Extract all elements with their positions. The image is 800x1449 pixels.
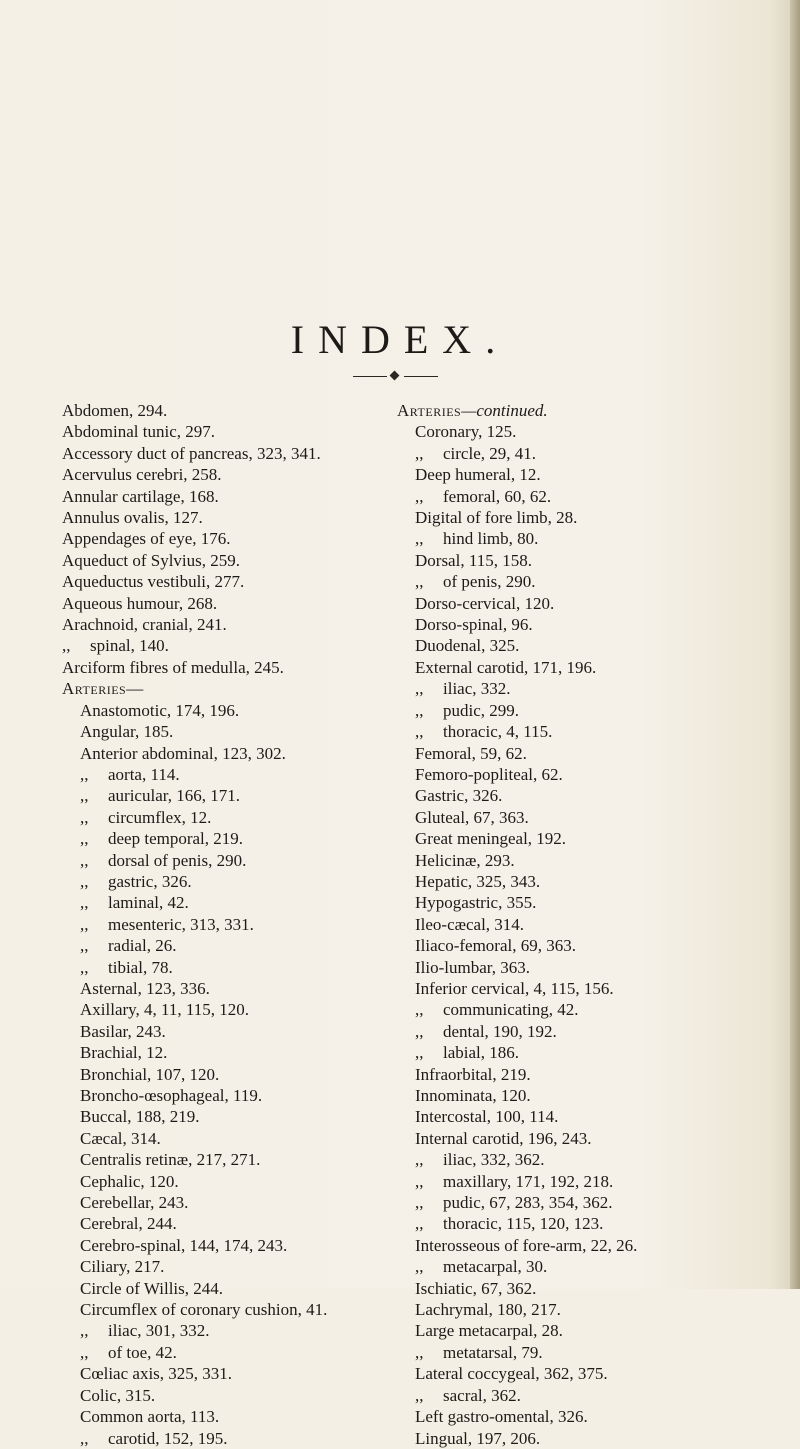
- ditto-mark: ,,: [415, 529, 424, 549]
- index-entry-text: tibial, 78.: [108, 957, 173, 977]
- ditto-mark: ,,: [415, 679, 424, 699]
- index-entry-text: Coronary, 125.: [415, 422, 517, 442]
- index-entry-text: metatarsal, 79.: [443, 1342, 543, 1362]
- index-entry: [397, 1213, 757, 1234]
- index-entry-text: Brachial, 12.: [80, 1043, 168, 1063]
- ditto-mark: ,,: [80, 871, 89, 891]
- index-entry: [397, 1299, 757, 1320]
- index-entry-text: Lateral coccygeal, 362, 375.: [415, 1364, 608, 1384]
- index-entry: [397, 1042, 757, 1063]
- index-entry: [62, 764, 422, 785]
- index-entry-text: Deep humeral, 12.: [415, 465, 541, 485]
- index-entry: [397, 935, 757, 956]
- index-entry-text: labial, 186.: [443, 1043, 520, 1063]
- index-entry: [62, 1171, 422, 1192]
- index-entry: [62, 828, 422, 849]
- index-entry-text: radial, 26.: [108, 936, 177, 956]
- index-entry: [62, 1320, 422, 1341]
- index-entry-text: Arachnoid, cranial, 241.: [62, 615, 227, 635]
- index-entry: [397, 528, 757, 549]
- ditto-mark: ,,: [415, 1150, 424, 1170]
- index-entry: [397, 807, 757, 828]
- index-entry-text: Ilio-lumbar, 363.: [415, 957, 530, 977]
- index-entry: [62, 400, 422, 421]
- ditto-mark: ,,: [62, 636, 71, 656]
- index-entry-text: Colic, 315.: [80, 1385, 156, 1405]
- ditto-mark: ,,: [80, 850, 89, 870]
- index-entry-text: Cephalic, 120.: [80, 1171, 179, 1191]
- index-entry-text: Infraorbital, 219.: [415, 1064, 531, 1084]
- index-entry-text: Ileo-cæcal, 314.: [415, 914, 525, 934]
- index-entry: [397, 400, 757, 421]
- index-entry: [62, 1406, 422, 1427]
- index-entry-text: Duodenal, 325.: [415, 636, 520, 656]
- index-entry-text: Basilar, 243.: [80, 1021, 166, 1041]
- index-entry-text: hind limb, 80.: [443, 529, 539, 549]
- index-entry: [397, 1128, 757, 1149]
- index-entry-text: Left gastro-omental, 326.: [415, 1407, 588, 1427]
- index-entry: [62, 1342, 422, 1363]
- index-entry: [397, 764, 757, 785]
- index-entry: [397, 999, 757, 1020]
- ditto-mark: ,,: [80, 1321, 89, 1341]
- index-entry: [62, 1363, 422, 1384]
- index-entry: [397, 914, 757, 935]
- ditto-mark: ,,: [80, 936, 89, 956]
- index-entry-text: Inferior cervical, 4, 115, 156.: [415, 978, 614, 998]
- index-entry-text: auricular, 166, 171.: [108, 786, 240, 806]
- index-entry: [397, 743, 757, 764]
- index-entry: [62, 550, 422, 571]
- index-entry-text: spinal, 140.: [90, 636, 169, 656]
- index-entry-text: iliac, 332.: [443, 679, 511, 699]
- ditto-mark: ,,: [415, 486, 424, 506]
- index-entry-text: Bronchial, 107, 120.: [80, 1064, 220, 1084]
- index-entry-text: laminal, 42.: [108, 893, 189, 913]
- index-entry: [62, 743, 422, 764]
- index-entry-text: communicating, 42.: [443, 1000, 579, 1020]
- index-entry-text: pudic, 67, 283, 354, 362.: [443, 1193, 613, 1213]
- ditto-mark: ,,: [80, 829, 89, 849]
- index-entry-text: circumflex, 12.: [108, 807, 212, 827]
- index-entry-text: Ischiatic, 67, 362.: [415, 1278, 537, 1298]
- index-entry: [62, 1428, 422, 1449]
- index-entry: [397, 892, 757, 913]
- index-heading: Arteries—: [62, 679, 144, 699]
- index-entry: [62, 999, 422, 1020]
- index-entry: [62, 1192, 422, 1213]
- index-heading-suffix: —continued.: [461, 401, 548, 420]
- index-entry-text: Aqueduct of Sylvius, 259.: [62, 550, 241, 570]
- index-entry-text: Lingual, 197, 206.: [415, 1428, 541, 1448]
- index-entry: [397, 1428, 757, 1449]
- index-entry-text: Anastomotic, 174, 196.: [80, 700, 240, 720]
- index-entry: [397, 1363, 757, 1384]
- index-entry-text: Acervulus cerebri, 258.: [62, 465, 222, 485]
- index-entry: [62, 1064, 422, 1085]
- ditto-mark: ,,: [80, 893, 89, 913]
- index-entry: [62, 807, 422, 828]
- index-entry: [397, 978, 757, 999]
- index-entry: [397, 486, 757, 507]
- index-entry-text: Large metacarpal, 28.: [415, 1321, 563, 1341]
- index-entry: [62, 1299, 422, 1320]
- index-entry: [397, 785, 757, 806]
- index-entry-text: Gastric, 326.: [415, 786, 503, 806]
- ditto-mark: ,,: [415, 1043, 424, 1063]
- index-entry-text: Aqueductus vestibuli, 277.: [62, 572, 245, 592]
- index-entry: [62, 678, 422, 699]
- index-entry: [62, 1235, 422, 1256]
- ditto-mark: ,,: [415, 1214, 424, 1234]
- index-entry: [397, 828, 757, 849]
- index-entry: [62, 1256, 422, 1277]
- index-entry-text: deep temporal, 219.: [108, 829, 244, 849]
- index-entry-text: Innominata, 120.: [415, 1086, 531, 1105]
- index-entry-text: Helicinæ, 293.: [415, 850, 515, 870]
- index-entry-text: mesenteric, 313, 331.: [108, 914, 254, 934]
- index-entry-text: Cerebro-spinal, 144, 174, 243.: [80, 1235, 288, 1255]
- index-entry-text: Lachrymal, 180, 217.: [415, 1300, 561, 1320]
- index-entry: [397, 700, 757, 721]
- index-entry-text: iliac, 301, 332.: [108, 1321, 210, 1341]
- ornament-rule-right: [404, 376, 438, 377]
- index-column-left: [62, 400, 422, 1449]
- page-edge-shadow: [790, 0, 800, 1289]
- index-entry-text: Dorsal, 115, 158.: [415, 550, 532, 570]
- index-entry: [62, 1042, 422, 1063]
- index-entry-text: Iliaco-femoral, 69, 363.: [415, 936, 576, 956]
- index-entry: [397, 421, 757, 442]
- index-entry-text: Abdominal tunic, 297.: [62, 422, 215, 442]
- index-entry: [62, 935, 422, 956]
- index-entry-text: carotid, 152, 195.: [108, 1428, 228, 1448]
- index-entry: [62, 721, 422, 742]
- index-entry-text: Dorso-cervical, 120.: [415, 593, 555, 613]
- index-entry: [397, 635, 757, 656]
- index-entry: [397, 678, 757, 699]
- index-entry: [62, 1385, 422, 1406]
- index-entry-text: of penis, 290.: [443, 572, 536, 592]
- index-entry: [62, 464, 422, 485]
- index-entry-text: Intercostal, 100, 114.: [415, 1107, 559, 1127]
- index-entry: [62, 871, 422, 892]
- index-entry-text: femoral, 60, 62.: [443, 486, 552, 506]
- index-entry: [397, 593, 757, 614]
- ditto-mark: ,,: [415, 1342, 424, 1362]
- index-entry: [397, 1064, 757, 1085]
- ditto-mark: ,,: [80, 1342, 89, 1362]
- index-entry: [62, 593, 422, 614]
- index-entry-text: dorsal of penis, 290.: [108, 850, 247, 870]
- index-entry-text: iliac, 332, 362.: [443, 1150, 545, 1170]
- index-entry: [397, 1406, 757, 1427]
- ditto-mark: ,,: [80, 1428, 89, 1448]
- index-entry: [397, 614, 757, 635]
- index-entry: [62, 635, 422, 656]
- ditto-mark: ,,: [415, 572, 424, 592]
- index-entry-text: Asternal, 123, 336.: [80, 978, 210, 998]
- index-entry: [62, 421, 422, 442]
- ditto-mark: ,,: [415, 1385, 424, 1405]
- ditto-mark: ,,: [415, 722, 424, 742]
- index-entry-text: Angular, 185.: [80, 722, 174, 742]
- index-entry: [62, 850, 422, 871]
- index-entry-text: Great meningeal, 192.: [415, 829, 567, 849]
- index-entry: [62, 486, 422, 507]
- index-entry-text: Circle of Willis, 244.: [80, 1278, 224, 1298]
- index-entry-text: Cerebral, 244.: [80, 1214, 177, 1234]
- index-entry-text: Annulus ovalis, 127.: [62, 508, 203, 528]
- index-entry-text: Common aorta, 113.: [80, 1407, 220, 1427]
- index-entry-text: metacarpal, 30.: [443, 1257, 548, 1277]
- index-entry: [62, 1128, 422, 1149]
- index-column-right: [397, 400, 757, 1449]
- index-entry-text: Circumflex of coronary cushion, 41.: [80, 1300, 328, 1320]
- ditto-mark: ,,: [80, 786, 89, 806]
- index-entry-text: Abdomen, 294.: [62, 401, 168, 420]
- index-entry-text: Arciform fibres of medulla, 245.: [62, 657, 284, 677]
- index-entry-text: thoracic, 4, 115.: [443, 722, 553, 742]
- index-entry: [62, 1106, 422, 1127]
- ditto-mark: ,,: [415, 1193, 424, 1213]
- index-entry: [62, 443, 422, 464]
- index-entry-text: Annular cartilage, 168.: [62, 486, 219, 506]
- ditto-mark: ,,: [415, 1171, 424, 1191]
- index-entry: [397, 1278, 757, 1299]
- index-entry-text: Interosseous of fore-arm, 22, 26.: [415, 1235, 638, 1255]
- index-entry-text: Ciliary, 217.: [80, 1257, 165, 1277]
- index-entry: [397, 657, 757, 678]
- index-entry: [397, 721, 757, 742]
- ditto-mark: ,,: [415, 443, 424, 463]
- ditto-mark: ,,: [415, 1021, 424, 1041]
- index-entry: [397, 850, 757, 871]
- index-entry-text: aorta, 114.: [108, 764, 180, 784]
- index-entry: [62, 892, 422, 913]
- ditto-mark: ,,: [80, 957, 89, 977]
- index-entry: [397, 957, 757, 978]
- ditto-mark: ,,: [80, 914, 89, 934]
- index-entry: [62, 1021, 422, 1042]
- page-title: INDEX.: [290, 317, 510, 362]
- index-entry: [397, 507, 757, 528]
- index-entry: [62, 657, 422, 678]
- index-entry: [397, 1192, 757, 1213]
- index-entry: [62, 700, 422, 721]
- index-entry-text: maxillary, 171, 192, 218.: [443, 1171, 614, 1191]
- index-entry: [62, 571, 422, 592]
- index-entry-text: Cœliac axis, 325, 331.: [80, 1364, 233, 1384]
- index-entry-text: Digital of fore limb, 28.: [415, 508, 578, 528]
- index-entry: [397, 443, 757, 464]
- index-entry: [397, 1149, 757, 1170]
- index-entry: [62, 614, 422, 635]
- index-entry: [62, 957, 422, 978]
- diamond-ornament-icon: [390, 371, 400, 381]
- index-entry-text: Femoro-popliteal, 62.: [415, 764, 563, 784]
- index-entry-text: Hypogastric, 355.: [415, 893, 537, 913]
- index-entry-text: gastric, 326.: [108, 871, 192, 891]
- index-entry: [397, 1256, 757, 1277]
- index-entry-text: Femoral, 59, 62.: [415, 743, 527, 763]
- index-entry-text: Centralis retinæ, 217, 271.: [80, 1150, 261, 1170]
- ditto-mark: ,,: [415, 1257, 424, 1277]
- ornament-rule-left: [353, 376, 387, 377]
- index-entry: [62, 1085, 422, 1106]
- index-entry-text: Hepatic, 325, 343.: [415, 871, 541, 891]
- ditto-mark: ,,: [80, 807, 89, 827]
- index-entry: [397, 1320, 757, 1341]
- index-entry: [397, 550, 757, 571]
- index-entry-text: Accessory duct of pancreas, 323, 341.: [62, 443, 321, 463]
- index-entry: [62, 1278, 422, 1299]
- index-entry: [62, 528, 422, 549]
- index-entry-text: Appendages of eye, 176.: [62, 529, 231, 549]
- index-entry: [397, 871, 757, 892]
- index-entry-text: Anterior abdominal, 123, 302.: [80, 743, 286, 763]
- index-entry: [62, 914, 422, 935]
- index-entry-text: Cæcal, 314.: [80, 1128, 161, 1148]
- index-entry: [397, 1235, 757, 1256]
- index-entry: [397, 464, 757, 485]
- index-entry: [397, 1171, 757, 1192]
- index-entry-text: sacral, 362.: [443, 1385, 521, 1405]
- index-entry: [397, 1021, 757, 1042]
- index-entry-text: thoracic, 115, 120, 123.: [443, 1214, 604, 1234]
- index-entry-text: Cerebellar, 243.: [80, 1193, 189, 1213]
- index-entry: [62, 978, 422, 999]
- index-entry: [397, 1342, 757, 1363]
- ditto-mark: ,,: [80, 764, 89, 784]
- index-entry-text: of toe, 42.: [108, 1342, 177, 1362]
- index-entry: [397, 1085, 757, 1106]
- index-entry: [62, 1213, 422, 1234]
- index-entry: [62, 507, 422, 528]
- title-ornament: [353, 372, 438, 382]
- index-entry-text: Broncho-œsophageal, 119.: [80, 1086, 263, 1105]
- index-entry-text: dental, 190, 192.: [443, 1021, 557, 1041]
- index-entry-text: Gluteal, 67, 363.: [415, 807, 529, 827]
- index-entry: [62, 1149, 422, 1170]
- index-heading: Arteries: [397, 401, 462, 420]
- index-entry-text: circle, 29, 41.: [443, 443, 536, 463]
- index-entry: [397, 1385, 757, 1406]
- index-entry-text: Internal carotid, 196, 243.: [415, 1128, 592, 1148]
- index-entry: [62, 785, 422, 806]
- index-entry-text: Buccal, 188, 219.: [80, 1107, 200, 1127]
- index-entry-text: Dorso-spinal, 96.: [415, 615, 533, 635]
- ditto-mark: ,,: [415, 1000, 424, 1020]
- index-entry-text: External carotid, 171, 196.: [415, 657, 597, 677]
- ditto-mark: ,,: [415, 700, 424, 720]
- index-entry: [397, 1106, 757, 1127]
- index-entry-text: pudic, 299.: [443, 700, 520, 720]
- index-entry: [397, 571, 757, 592]
- index-entry-text: Axillary, 4, 11, 115, 120.: [80, 1000, 250, 1020]
- index-entry-text: Aqueous humour, 268.: [62, 593, 218, 613]
